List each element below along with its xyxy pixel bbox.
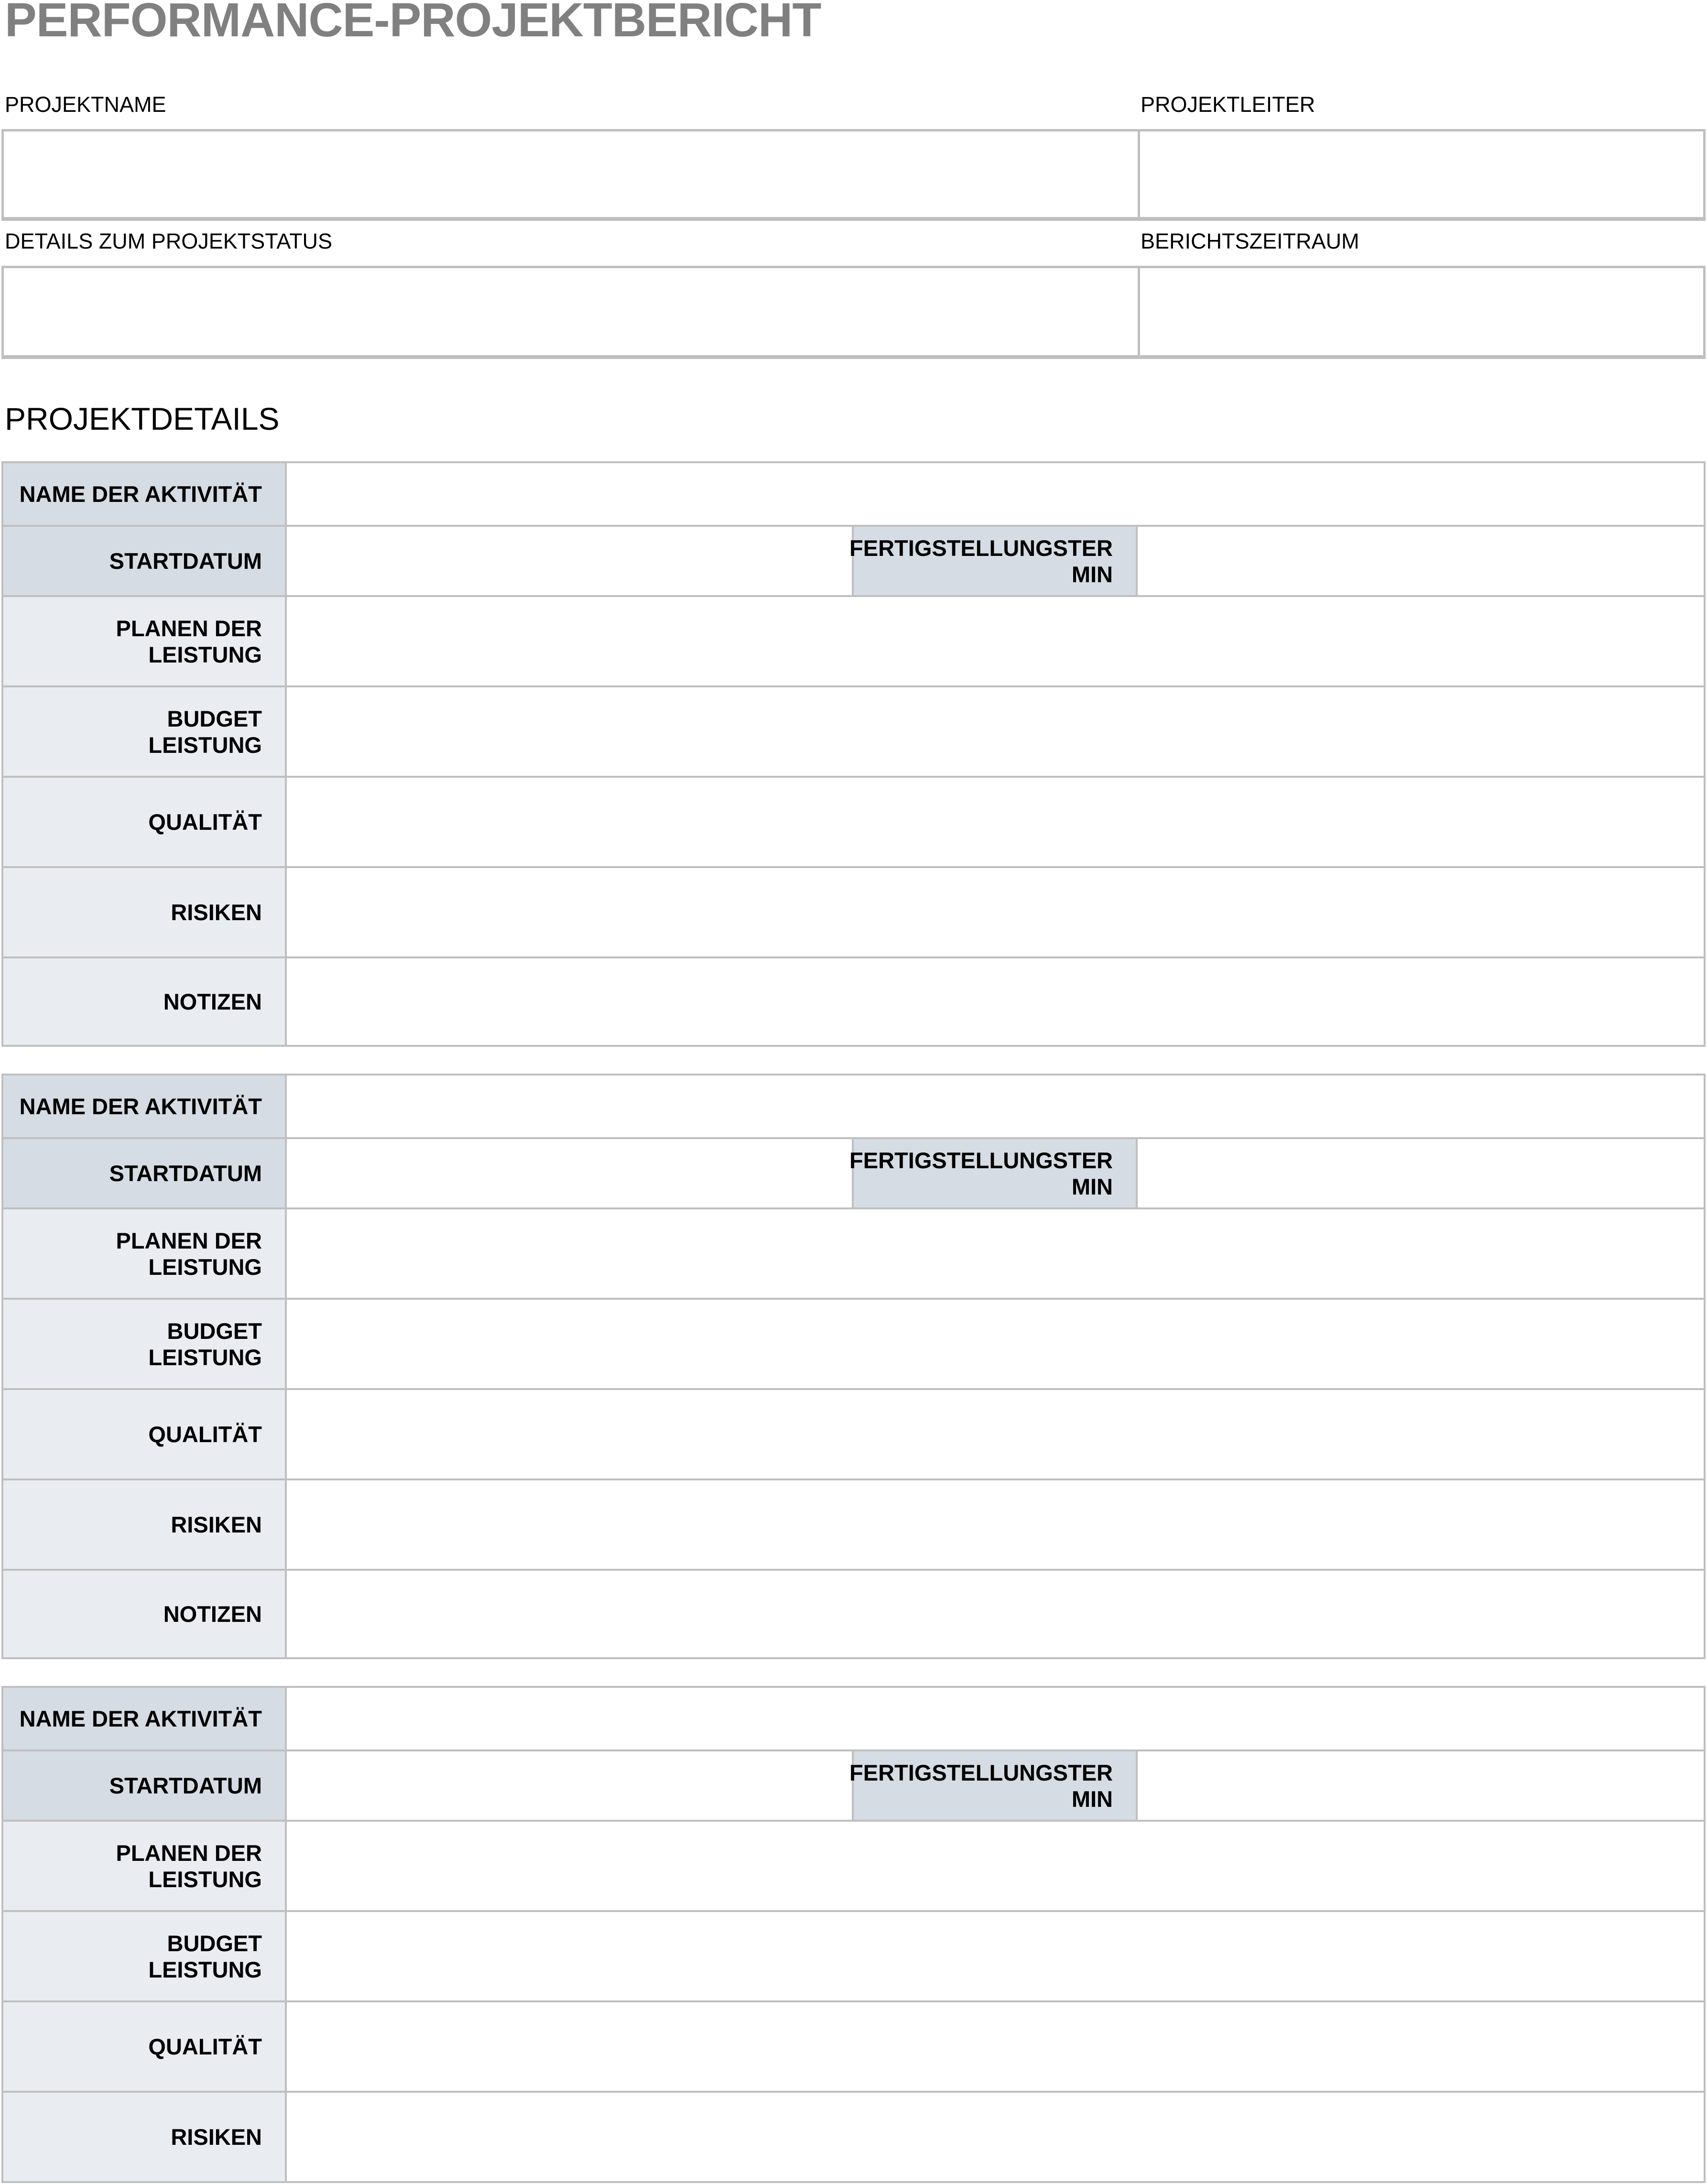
schedule-field[interactable] xyxy=(285,595,1706,687)
start-date-label-cell xyxy=(1,1137,287,1209)
activity-name-label: NAME DER AKTIVITÄT xyxy=(19,1706,262,1731)
risks-label-cell xyxy=(1,2091,287,2183)
schedule-label-cell xyxy=(1,1820,287,1912)
activity-name-label: NAME DER AKTIVITÄT xyxy=(19,1094,262,1119)
end-date-label-cell xyxy=(849,1749,1138,1822)
budget-field[interactable] xyxy=(285,1298,1706,1390)
quality-label-cell xyxy=(1,2000,287,2093)
quality-label-cell xyxy=(1,1388,287,1480)
quality-label: QUALITÄT xyxy=(148,2034,262,2059)
schedule-label-cell xyxy=(1,595,287,687)
activity-name-label-cell xyxy=(1,1074,287,1139)
section-title: PROJEKTDETAILS xyxy=(5,401,280,436)
risks-field[interactable] xyxy=(285,2091,1706,2183)
risks-label: RISIKEN xyxy=(171,2124,262,2150)
end-date-label: FERTIGSTELLUNGSTER MIN xyxy=(849,1760,1113,1812)
activity-name-label: NAME DER AKTIVITÄT xyxy=(19,481,262,507)
quality-field[interactable] xyxy=(285,2000,1706,2093)
budget-label-cell xyxy=(1,1910,287,2002)
activity-name-field[interactable] xyxy=(285,1686,1706,1751)
project-name-label: PROJEKTNAME xyxy=(5,92,166,117)
schedule-field[interactable] xyxy=(285,1207,1706,1300)
budget-label-cell xyxy=(1,685,287,778)
start-date-label-cell xyxy=(1,525,287,597)
project-lead-label: PROJEKTLEITER xyxy=(1141,92,1316,117)
risks-field[interactable] xyxy=(285,866,1706,958)
page-title: PERFORMANCE-PROJEKTBERICHT xyxy=(5,0,821,47)
budget-field[interactable] xyxy=(285,685,1706,778)
project-lead-field[interactable] xyxy=(1138,129,1706,221)
quality-field[interactable] xyxy=(285,776,1706,868)
notes-label-cell xyxy=(1,1569,287,1659)
schedule-field[interactable] xyxy=(285,1820,1706,1912)
start-date-label: STARTDATUM xyxy=(109,1161,262,1186)
start-date-field[interactable] xyxy=(285,1137,854,1209)
end-date-field[interactable] xyxy=(1136,525,1706,597)
risks-label-cell xyxy=(1,866,287,958)
budget-label: BUDGET LEISTUNG xyxy=(148,1930,262,1982)
end-date-label-cell xyxy=(849,1137,1138,1209)
activity-block-3 xyxy=(1,1686,1706,2183)
schedule-label: PLANEN DER LEISTUNG xyxy=(116,1840,262,1892)
activity-block-1 xyxy=(1,461,1706,1047)
notes-field[interactable] xyxy=(285,1569,1706,1659)
budget-label: BUDGET LEISTUNG xyxy=(148,1318,262,1370)
schedule-label: PLANEN DER LEISTUNG xyxy=(116,615,262,667)
start-date-field[interactable] xyxy=(285,1749,854,1822)
activity-name-field[interactable] xyxy=(285,461,1706,527)
budget-label: BUDGET LEISTUNG xyxy=(148,706,262,758)
status-details-field[interactable] xyxy=(1,266,1141,359)
quality-label: QUALITÄT xyxy=(148,1422,262,1447)
activity-block-2 xyxy=(1,1074,1706,1659)
notes-label: NOTIZEN xyxy=(163,1601,262,1627)
start-date-field[interactable] xyxy=(285,525,854,597)
activity-name-field[interactable] xyxy=(285,1074,1706,1139)
start-date-label-cell xyxy=(1,1749,287,1822)
end-date-label-cell xyxy=(849,525,1138,597)
end-date-label: FERTIGSTELLUNGSTER MIN xyxy=(849,535,1113,587)
schedule-label: PLANEN DER LEISTUNG xyxy=(116,1228,262,1280)
notes-label-cell xyxy=(1,956,287,1047)
risks-field[interactable] xyxy=(285,1478,1706,1571)
quality-field[interactable] xyxy=(285,1388,1706,1480)
start-date-label: STARTDATUM xyxy=(109,1773,262,1798)
quality-label: QUALITÄT xyxy=(148,809,262,835)
risks-label: RISIKEN xyxy=(171,1512,262,1537)
risks-label-cell xyxy=(1,1478,287,1571)
activity-name-label-cell xyxy=(1,1686,287,1751)
budget-label-cell xyxy=(1,1298,287,1390)
risks-label: RISIKEN xyxy=(171,900,262,925)
project-name-field[interactable] xyxy=(1,129,1141,221)
budget-field[interactable] xyxy=(285,1910,1706,2002)
end-date-field[interactable] xyxy=(1136,1749,1706,1822)
activity-name-label-cell xyxy=(1,461,287,527)
start-date-label: STARTDATUM xyxy=(109,548,262,574)
status-details-label: DETAILS ZUM PROJEKTSTATUS xyxy=(5,229,333,253)
end-date-label: FERTIGSTELLUNGSTER MIN xyxy=(849,1147,1113,1199)
reporting-period-label: BERICHTSZEITRAUM xyxy=(1141,229,1359,253)
notes-label: NOTIZEN xyxy=(163,989,262,1014)
end-date-field[interactable] xyxy=(1136,1137,1706,1209)
notes-field[interactable] xyxy=(285,956,1706,1047)
quality-label-cell xyxy=(1,776,287,868)
schedule-label-cell xyxy=(1,1207,287,1300)
reporting-period-field[interactable] xyxy=(1138,266,1706,359)
